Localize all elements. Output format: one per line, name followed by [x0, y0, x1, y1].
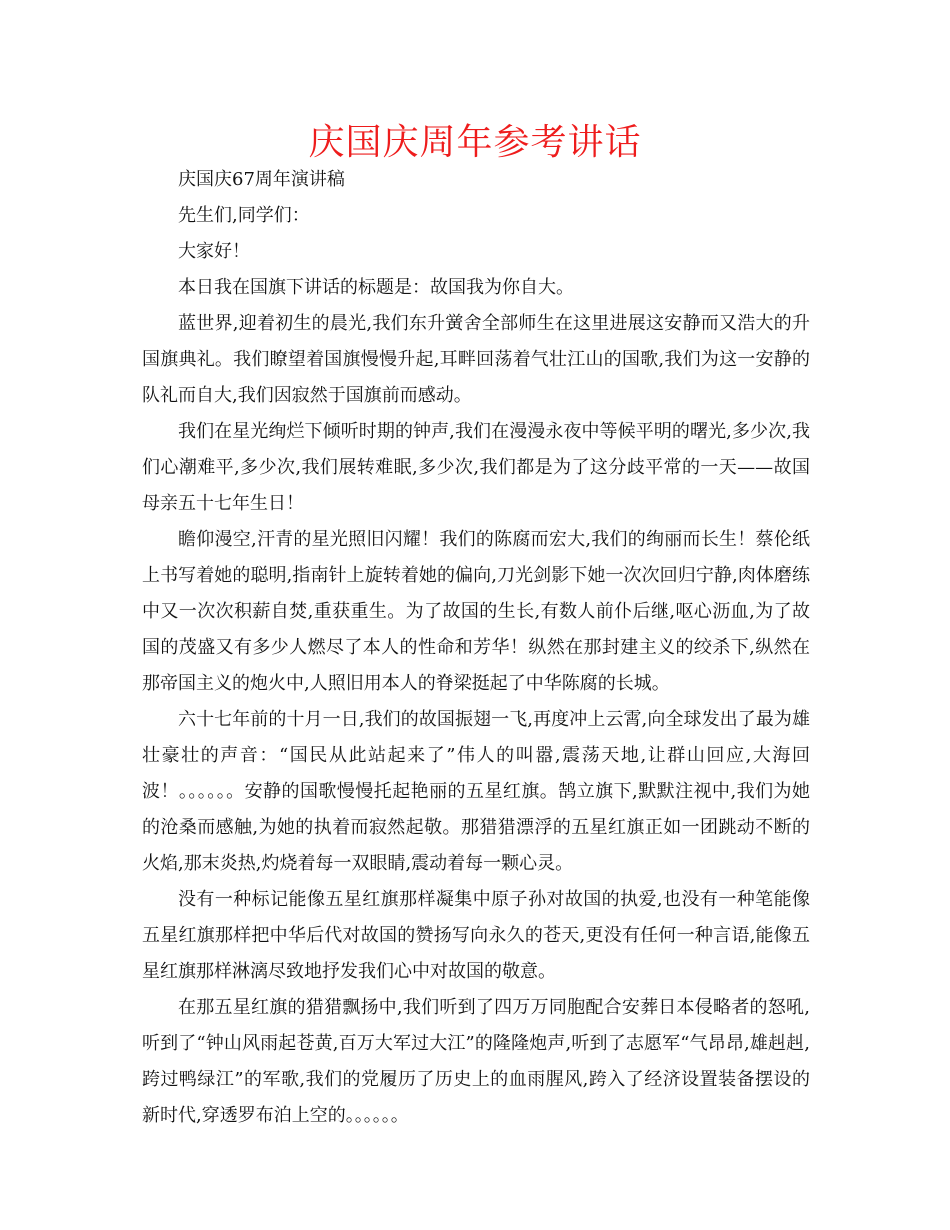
paragraph-body-5: 没有一种标记能像五星红旗那样凝集中原子孙对故国的执爱,也没有一种笔能像五星红旗那样把中华后代对故国的赞扬写向永久的苍天,更没有任何一种言语,能像五星红旗那样淋漓尽致地抒发我们心中对故国的敬意。 — [142, 889, 810, 982]
paragraph-body-4: 六十七年前的十月一日,我们的故国振翅一飞,再度冲上云霄,向全球发出了最为雄壮豪壮的声音：“国民从此站起来了”伟人的叫嚣,震荡天地,让群山回应,大海回波！。。。。。。安静的国歌慢慢托起艳丽的五星红旗。鹄立旗下,默默注视中,我们为她的沧桑而感触,为她的执着而寂然起敬。那猎猎漂浮的五星红旗正如一团跳动不断的火焰,那末炎热,灼烧着每一双眼睛,震动着每一颗心灵。 — [142, 709, 810, 874]
paragraph-salutation: 先生们,同学们： — [178, 205, 310, 226]
paragraph-body-1: 蓝世界,迎着初生的晨光,我们东升黉舍全部师生在这里进展这安静而又浩大的升国旗典礼。我们瞭望着国旗慢慢升起,耳畔回荡着气壮江山的国歌,我们为这一安静的队礼而自大,我们因寂然于国旗前而感动。 — [142, 313, 810, 406]
paragraph-body-3: 瞻仰漫空,汗青的星光照旧闪耀！我们的陈腐而宏大,我们的绚丽而长生！蔡伦纸上书写着她的聪明,指南针上旋转着她的偏向,刀光剑影下她一次次回归宁静,肉体磨练中又一次次积薪自焚,重获重生。为了故国的生长,有数人前仆后继,呕心沥血,为了故国的茂盛又有多少人燃尽了本人的性命和芳华！纵然在那封建主义的绞杀下,纵然在那帝国主义的炮火中,人照旧用本人的脊梁挺起了中华陈腐的长城。 — [142, 529, 810, 694]
paragraph-body-6: 在那五星红旗的猎猎飘扬中,我们听到了四万万同胞配合安葬日本侵略者的怒吼,听到了“钟山风雨起苍黄,百万大军过大江”的隆隆炮声,听到了志愿军“气昂昂,雄赳赳,跨过鸭绿江”的军歌,我们的党履历了历史上的血雨腥风,跨入了经济设置装备摆设的新时代,穿透罗布泊上空的。。。。。。 — [142, 997, 810, 1126]
paragraph-body-2: 我们在星光绚烂下倾听时期的钟声,我们在漫漫永夜中等候平明的曙光,多少次,我们心潮难平,多少次,我们展转难眠,多少次,我们都是为了这分歧平常的一天——故国母亲五十七年生日！ — [142, 421, 810, 514]
paragraph-topic: 本日我在国旗下讲话的标题是：故国我为你自大。 — [178, 277, 574, 298]
paragraph-greeting: 大家好！ — [178, 241, 250, 262]
document-body — [142, 162, 810, 1134]
paragraph-subtitle: 庆国庆67周年演讲稿 — [178, 169, 345, 190]
document-title: 庆国庆周年参考讲话 — [308, 122, 642, 163]
